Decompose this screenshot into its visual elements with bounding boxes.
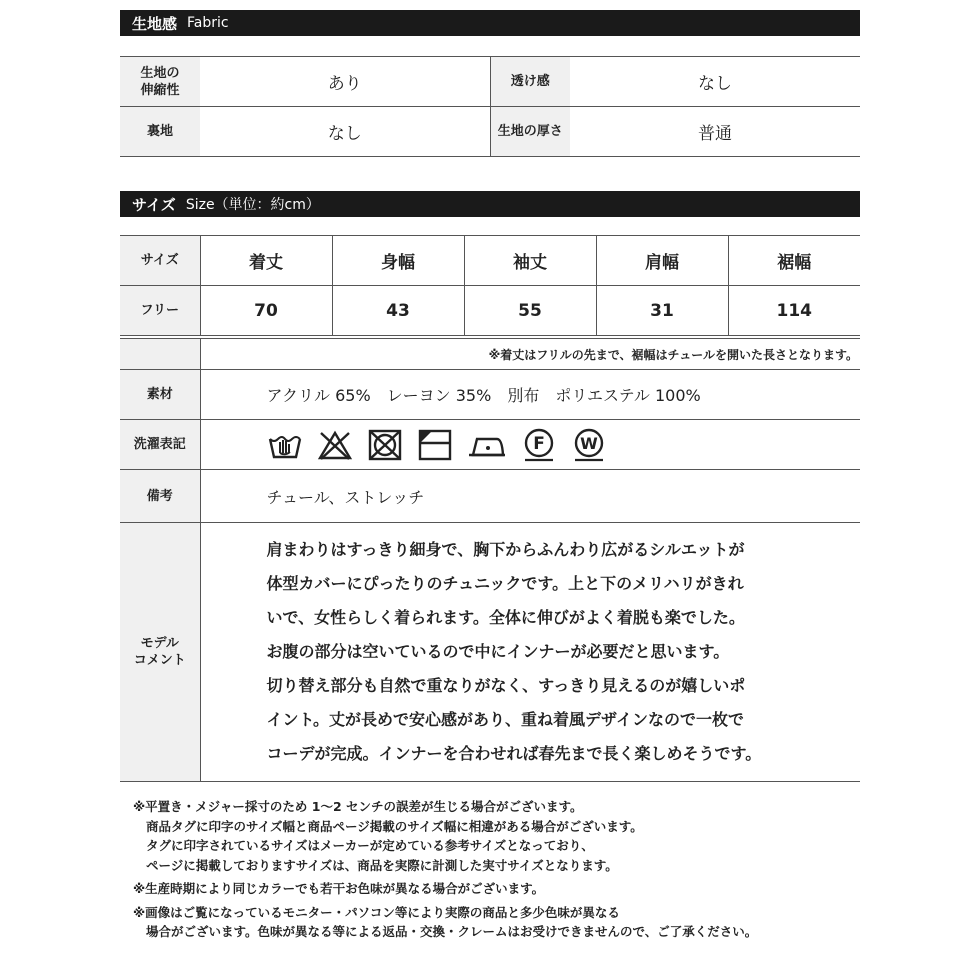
comment-line: お腹の部分は空いているので中にインナーが必要だと思います。 bbox=[266, 642, 730, 661]
stretch-value: あり bbox=[200, 57, 490, 107]
size-table bbox=[120, 235, 860, 336]
col-length: 着丈 bbox=[200, 236, 332, 286]
material-value: アクリル 65% レーヨン 35% 別布 ポリエステル 100% bbox=[200, 370, 860, 420]
no-tumble-dry-icon bbox=[367, 428, 403, 462]
low-iron-icon bbox=[467, 429, 507, 461]
line-dry-shade-icon bbox=[417, 428, 453, 462]
details-table bbox=[120, 338, 860, 782]
fabric-table bbox=[120, 56, 860, 157]
dry-clean-f-icon bbox=[521, 427, 557, 463]
lining-value: なし bbox=[200, 107, 490, 157]
care-label: 洗濯表記 bbox=[120, 420, 200, 470]
fabric-section-header bbox=[120, 10, 860, 36]
no-bleach-icon bbox=[317, 429, 353, 461]
comment-line: 肩まわりはすっきり細身で、胸下からふんわり広がるシルエットが bbox=[266, 540, 745, 559]
material-label: 素材 bbox=[120, 370, 200, 420]
sheer-label: 透け感 bbox=[490, 57, 570, 107]
comment-line: コーデが完成。インナーを合わせれば春先まで長く楽しめそうです。 bbox=[266, 744, 762, 763]
footnote-monitor: ※画像はご覧になっているモニター・パソコン等により実際の商品と多少色味が異なる 場合がございます。色味が異なる等による返品・交換・クレームはお受けできませんので、ご了承ください。 bbox=[133, 904, 758, 939]
footnote-color-variation: ※生産時期により同じカラーでも若干お色味が異なる場合がございます。 bbox=[133, 881, 545, 896]
thickness-value: 普通 bbox=[570, 107, 860, 157]
remarks-value: チュール、ストレッチ bbox=[200, 470, 860, 523]
val-shoulder: 31 bbox=[596, 286, 728, 336]
comment-line: いで、女性らしく着られます。全体に伸びがよく着脱も楽でした。 bbox=[266, 608, 745, 627]
footnote-measurement: ※平置き・メジャー採寸のため 1〜2 センチの誤差が生じる場合がございます。 商品タグに印字のサイズ幅と商品ページ掲載のサイズ幅に相違がある場合がございます。 タグに印字されているサイズはメーカーが定めている参考サイズとなっており、 ページに掲載しておりますサイズは、商品を実際に計測した実寸サイズとなります。 bbox=[133, 799, 643, 873]
size-title-en: Size（単位：約cm） bbox=[185, 197, 320, 213]
model-comment-label bbox=[120, 523, 200, 782]
care-icons bbox=[200, 420, 860, 470]
hand-wash-icon bbox=[267, 429, 303, 461]
val-width: 43 bbox=[332, 286, 464, 336]
comment-line: 体型カバーにぴったりのチュニックです。上と下のメリハリがきれ bbox=[266, 574, 744, 593]
svg-text:F: F bbox=[532, 433, 545, 454]
comment-line: イント。丈が長めで安心感があり、重ね着風デザインなので一枚で bbox=[266, 710, 744, 729]
model-comment-label-line2: コメント bbox=[133, 653, 186, 668]
note-label-empty bbox=[120, 339, 200, 370]
svg-text:W: W bbox=[579, 433, 598, 453]
thickness-label: 生地の厚さ bbox=[490, 107, 570, 157]
val-sleeve: 55 bbox=[464, 286, 596, 336]
size-header-label: サイズ bbox=[120, 236, 200, 286]
fabric-title-en: Fabric bbox=[187, 15, 229, 31]
size-title-jp: サイズ bbox=[132, 195, 176, 214]
remarks-label: 備考 bbox=[120, 470, 200, 523]
wet-clean-w-icon bbox=[571, 427, 607, 463]
col-width: 身幅 bbox=[332, 236, 464, 286]
val-length: 70 bbox=[200, 286, 332, 336]
model-comment-text bbox=[200, 523, 860, 782]
col-sleeve: 袖丈 bbox=[464, 236, 596, 286]
size-row-label: フリー bbox=[120, 286, 200, 336]
comment-line: 切り替え部分も自然で重なりがなく、すっきり見えるのが嬉しいポ bbox=[266, 676, 746, 695]
size-note: ※着丈はフリルの先まで、裾幅はチュールを開いた長さとなります。 bbox=[200, 339, 860, 370]
lining-label: 裏地 bbox=[120, 107, 200, 157]
fabric-title-jp: 生地感 bbox=[132, 14, 178, 33]
sheer-value: なし bbox=[570, 57, 860, 107]
stretch-label: 生地の伸縮性 bbox=[120, 57, 200, 107]
model-comment-label-line1: モデル bbox=[140, 636, 179, 651]
col-shoulder: 肩幅 bbox=[596, 236, 728, 286]
size-section-header bbox=[120, 191, 860, 217]
col-hem: 裾幅 bbox=[728, 236, 860, 286]
val-hem: 114 bbox=[728, 286, 860, 336]
footnotes bbox=[133, 797, 757, 946]
